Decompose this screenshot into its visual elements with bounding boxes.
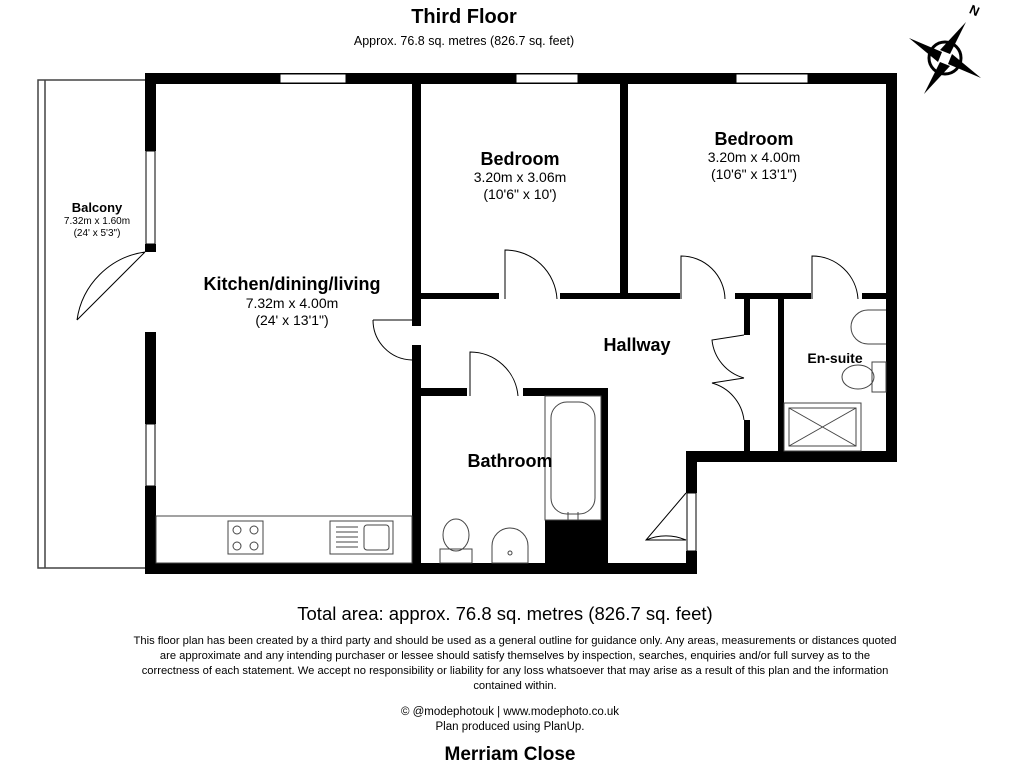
bathroom-basin-icon	[492, 528, 528, 563]
room-label-balcony	[64, 200, 130, 239]
photographer-credit: © @modephotouk | www.modephoto.co.uk	[400, 706, 620, 718]
bathtub-icon	[545, 396, 601, 520]
ensuite-basin-icon	[851, 310, 886, 344]
planup-credit: Plan produced using PlanUp.	[435, 721, 585, 733]
bedroom-2-imperial: (10'6" x 13'1")	[710, 166, 798, 182]
floor-title: Third Floor	[411, 6, 517, 28]
total-area: Total area: approx. 76.8 sq. metres (826.7 sq. feet)	[297, 603, 713, 624]
room-label-kitchen	[204, 274, 381, 328]
shower-tray-icon	[784, 403, 861, 451]
kitchen-metric: 7.32m x 4.00m	[245, 295, 339, 311]
windows	[146, 74, 808, 551]
room-label-ensuite: En-suite	[807, 350, 863, 366]
kitchen-imperial: (24' x 13'1")	[255, 312, 329, 328]
property-location: Merriam Close	[444, 744, 576, 765]
compass-icon	[909, 2, 982, 94]
floor-area-subtitle: Approx. 76.8 sq. metres (826.7 sq. feet)	[353, 34, 575, 48]
ensuite-toilet-icon	[842, 362, 886, 392]
kitchen-name: Kitchen/dining/living	[203, 274, 381, 294]
balcony-imperial: (24' x 5'3")	[73, 228, 121, 239]
room-label-bedroom-1	[474, 149, 567, 202]
room-label-hallway: Hallway	[603, 335, 671, 355]
bedroom-1-metric: 3.20m x 3.06m	[473, 169, 567, 185]
room-label-bathroom: Bathroom	[467, 451, 553, 471]
balcony-outline	[38, 80, 145, 568]
bedroom-2-name: Bedroom	[714, 129, 794, 149]
kitchen-counter	[156, 516, 412, 563]
disclaimer-text: This floor plan has been created by a third party and should be used as a general outline for guidance only. Any areas, measurements or distances quoted are approximate and any intending purchaser or lessee should satisfy themselves by inspection, searches, enquiries and/or full survey as to the correctness of each statement. We accept no responsibility or liability for any loss whatsoever that may arise as a result of this plan and the information contained within.	[133, 635, 897, 692]
room-label-bedroom-2	[708, 129, 801, 182]
balcony-name: Balcony	[71, 200, 123, 215]
bedroom-1-name: Bedroom	[480, 149, 560, 169]
hob-icon	[228, 521, 263, 554]
bedroom-1-imperial: (10'6" x 10')	[483, 186, 557, 202]
balcony-metric: 7.32m x 1.60m	[63, 216, 131, 227]
compass-north-label: N	[967, 1, 982, 20]
kitchen-sink-icon	[330, 521, 393, 554]
bathroom-toilet-icon	[440, 519, 472, 563]
bedroom-2-metric: 3.20m x 4.00m	[707, 149, 801, 165]
